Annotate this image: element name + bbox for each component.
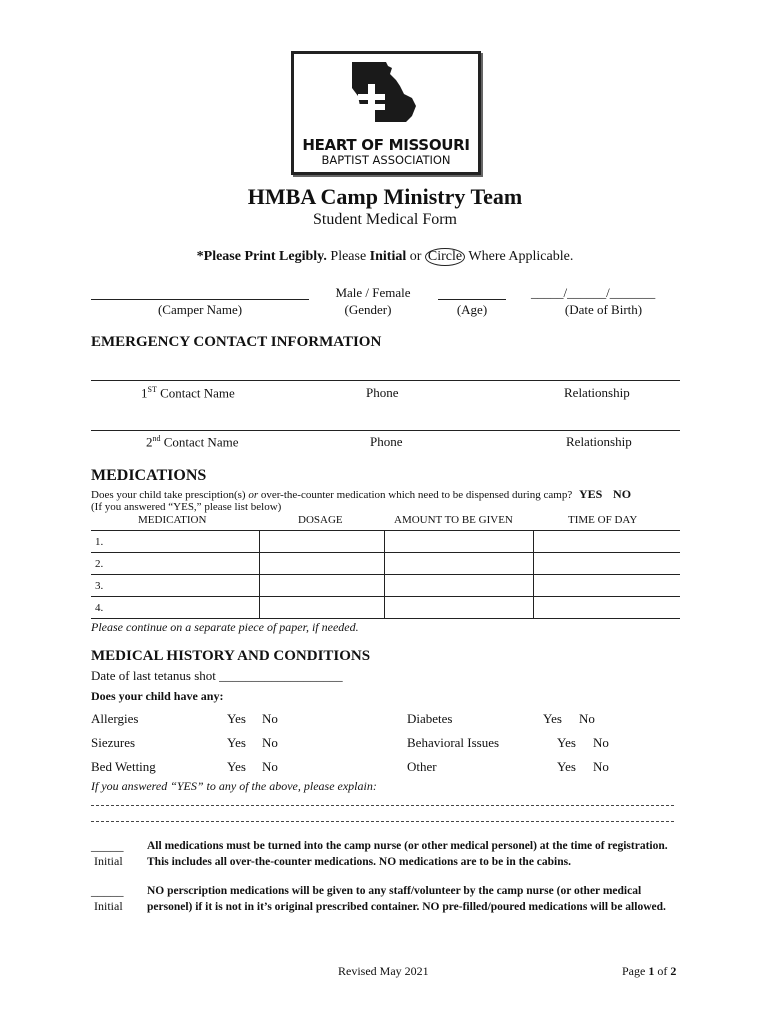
- instructions-bold: *Please Print Legibly.: [196, 249, 327, 264]
- med-row-line: [91, 552, 680, 553]
- initial-blank-2[interactable]: _____: [91, 883, 124, 898]
- initial-text-2: NO perscription medications will be given to any staff/volunteer by the camp nurse (or other medical personel) if it is not in it’s original prescribed container. NO pre-filled/poured medications will be allowed.: [147, 885, 666, 913]
- med-col-divider: [259, 530, 260, 618]
- missouri-cross-icon: [346, 60, 422, 124]
- explain-prompt: If you answered “YES” to any of the above, please explain:: [91, 779, 377, 793]
- instructions: *Please Print Legibly. Please Initial or Circle Where Applicable.: [196, 249, 574, 264]
- age-field[interactable]: [438, 299, 506, 300]
- other-no[interactable]: No: [593, 759, 609, 774]
- diabetes-no[interactable]: No: [579, 711, 595, 726]
- logo-line1: HEART OF MISSOURI: [302, 136, 470, 154]
- seizures-yes[interactable]: Yes: [227, 735, 246, 750]
- med-col-divider: [533, 530, 534, 618]
- condition-other: Other: [407, 759, 437, 774]
- med-table-bottom: [91, 618, 680, 619]
- revised-date: Revised May 2021: [338, 964, 429, 978]
- emergency-heading: EMERGENCY CONTACT INFORMATION: [91, 334, 382, 350]
- contact1-phone-label: Phone: [366, 385, 399, 400]
- med-row-2[interactable]: 2.: [95, 558, 104, 570]
- contact2-phone-label: Phone: [370, 434, 403, 449]
- allergies-no[interactable]: No: [262, 711, 278, 726]
- contact2-field[interactable]: [91, 430, 680, 431]
- med-row-1[interactable]: 1.: [95, 536, 104, 548]
- initial-label-2: Initial: [94, 899, 123, 913]
- medications-yes[interactable]: YES: [578, 487, 603, 501]
- medications-question: Does your child take presciption(s) or over-the-counter medication which need to be dispensed during camp? YES NO: [91, 487, 632, 501]
- logo-line2: BAPTIST ASSOCIATION: [321, 153, 451, 167]
- page-title: HMBA Camp Ministry Team: [247, 184, 523, 209]
- explain-line-1[interactable]: [91, 805, 674, 806]
- page-subtitle: Student Medical Form: [313, 211, 457, 228]
- contact2-name-label: 2nd Contact Name: [146, 434, 239, 450]
- col-amount: AMOUNT TO BE GIVEN: [394, 514, 513, 526]
- camper-name-field[interactable]: [91, 299, 309, 300]
- history-heading: MEDICAL HISTORY AND CONDITIONS: [91, 648, 371, 664]
- explain-line-2[interactable]: [91, 821, 674, 822]
- gender-label: (Gender): [344, 302, 392, 317]
- contact2-rel-label: Relationship: [566, 434, 632, 449]
- medications-heading: MEDICATIONS: [91, 467, 207, 484]
- medications-note: (If you answered “YES,” please list below): [91, 501, 282, 513]
- age-label: (Age): [456, 302, 488, 317]
- other-yes[interactable]: Yes: [557, 759, 576, 774]
- med-row-4[interactable]: 4.: [95, 602, 104, 614]
- med-col-divider: [384, 530, 385, 618]
- initial-blank-1[interactable]: _____: [91, 838, 124, 853]
- condition-seizures: Siezures: [91, 735, 136, 750]
- continue-note: Please continue on a separate piece of paper, if needed.: [91, 620, 359, 634]
- condition-bedwetting: Bed Wetting: [91, 759, 156, 774]
- col-dosage: DOSAGE: [298, 514, 343, 526]
- dob-field[interactable]: _____/______/_______: [531, 285, 656, 300]
- contact1-rel-label: Relationship: [564, 385, 630, 400]
- gender-options[interactable]: Male / Female: [335, 285, 411, 300]
- allergies-yes[interactable]: Yes: [227, 711, 246, 726]
- logo: [291, 51, 481, 175]
- med-table-top: [91, 530, 680, 531]
- behavioral-no[interactable]: No: [593, 735, 609, 750]
- condition-allergies: Allergies: [91, 711, 139, 726]
- condition-behavioral: Behavioral Issues: [407, 735, 500, 750]
- initial-label-1: Initial: [94, 854, 123, 868]
- history-question: Does your child have any:: [91, 689, 224, 703]
- med-row-3[interactable]: 3.: [95, 580, 104, 592]
- behavioral-yes[interactable]: Yes: [557, 735, 576, 750]
- med-row-line: [91, 596, 680, 597]
- tetanus-field[interactable]: Date of last tetanus shot ___________________: [91, 668, 343, 683]
- contact1-name-label: 1ST Contact Name: [141, 385, 235, 401]
- col-medication: MEDICATION: [138, 514, 207, 526]
- med-row-line: [91, 574, 680, 575]
- col-time: TIME OF DAY: [568, 514, 638, 526]
- seizures-no[interactable]: No: [262, 735, 278, 750]
- page-number: Page 1 of 2: [622, 964, 677, 978]
- dob-label: (Date of Birth): [564, 302, 643, 317]
- contact1-field[interactable]: [91, 380, 680, 381]
- initial-text-1: All medications must be turned into the camp nurse (or other medical personel) at the time of registration. This includes all over-the-counter medications. NO medications are to be in the cabins.: [147, 840, 668, 868]
- bedwetting-no[interactable]: No: [262, 759, 278, 774]
- camper-name-label: (Camper Name): [157, 302, 243, 317]
- circle-word: Circle: [425, 248, 465, 266]
- diabetes-yes[interactable]: Yes: [543, 711, 562, 726]
- bedwetting-yes[interactable]: Yes: [227, 759, 246, 774]
- condition-diabetes: Diabetes: [407, 711, 453, 726]
- medications-no[interactable]: NO: [613, 487, 632, 501]
